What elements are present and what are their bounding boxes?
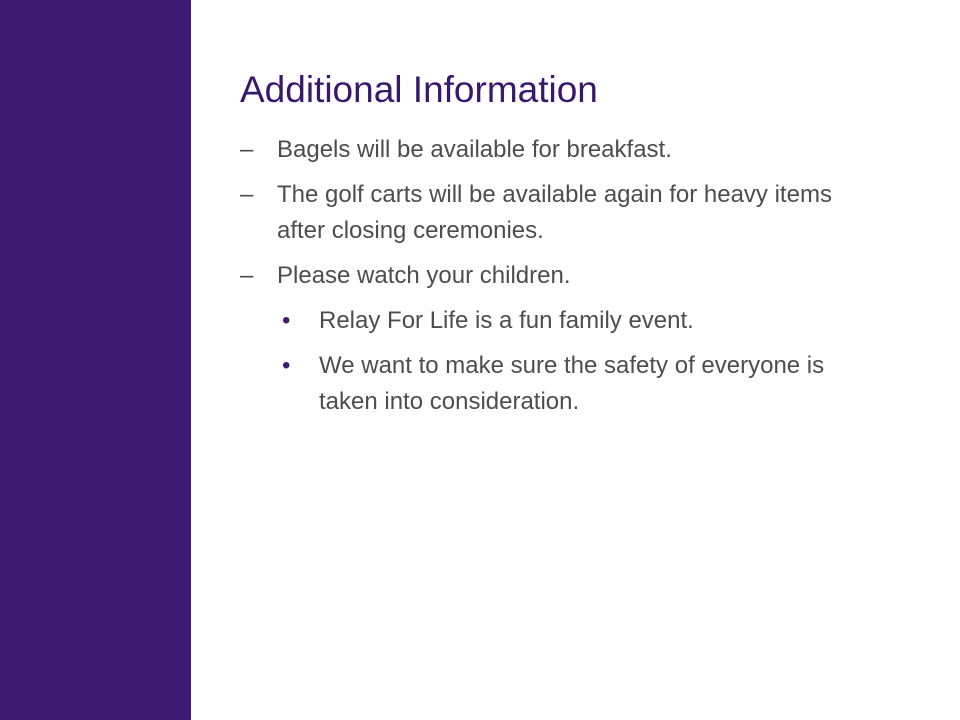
sidebar-accent-bar bbox=[0, 0, 191, 720]
dash-marker: – bbox=[240, 136, 254, 163]
list-item-text: Please watch your children. bbox=[277, 262, 571, 289]
bullet-marker: • bbox=[282, 307, 291, 334]
slide-content bbox=[240, 132, 880, 429]
list-item-children bbox=[240, 258, 880, 294]
list-item-bagels bbox=[240, 132, 880, 168]
sub-list-item-family-event bbox=[240, 303, 880, 339]
list-item-golf-carts bbox=[240, 177, 880, 249]
dash-marker: – bbox=[240, 262, 254, 289]
bullet-marker: • bbox=[282, 352, 291, 379]
list-item-text: Bagels will be available for breakfast. bbox=[277, 136, 672, 163]
list-item-text: The golf carts will be available again for heavy items after closing ceremonies. bbox=[277, 181, 832, 244]
sub-list-item-safety bbox=[240, 348, 880, 420]
slide-title: Additional Information bbox=[240, 69, 598, 110]
sub-list-item-text: Relay For Life is a fun family event. bbox=[319, 307, 694, 334]
dash-marker: – bbox=[240, 181, 254, 208]
sub-list-item-text: We want to make sure the safety of everyone is taken into consideration. bbox=[319, 352, 825, 415]
